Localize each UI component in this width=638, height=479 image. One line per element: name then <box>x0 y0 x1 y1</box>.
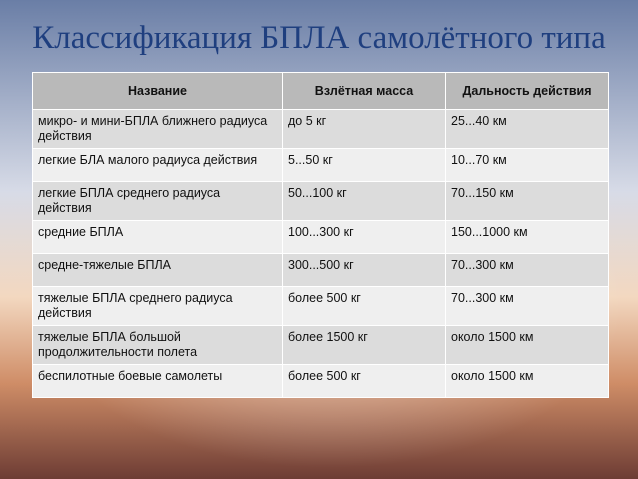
cell-mass: 100...300 кг <box>283 221 446 254</box>
table-row <box>33 254 609 287</box>
cell-mass: 300...500 кг <box>283 254 446 287</box>
cell-range: около 1500 км <box>446 365 609 398</box>
cell-mass: 5...50 кг <box>283 149 446 182</box>
uav-classification-table <box>32 72 609 398</box>
cell-name: тяжелые БПЛА среднего радиуса действия <box>33 287 283 326</box>
cell-range: 70...300 км <box>446 287 609 326</box>
cell-name: тяжелые БПЛА большой продолжительности полета <box>33 326 283 365</box>
table-row <box>33 365 609 398</box>
slide-title: Классификация БПЛА самолётного типа <box>32 20 606 56</box>
cell-range: 25...40 км <box>446 110 609 149</box>
cell-mass: более 500 кг <box>283 365 446 398</box>
table-row <box>33 287 609 326</box>
cell-name: средние БПЛА <box>33 221 283 254</box>
cell-mass: 50...100 кг <box>283 182 446 221</box>
cell-name: средне-тяжелые БПЛА <box>33 254 283 287</box>
header-name: Название <box>33 73 283 110</box>
cell-range: около 1500 км <box>446 326 609 365</box>
cell-mass: более 500 кг <box>283 287 446 326</box>
cell-range: 70...300 км <box>446 254 609 287</box>
cell-name: микро- и мини-БПЛА ближнего радиуса действия <box>33 110 283 149</box>
table-header-row <box>33 73 609 110</box>
cell-mass: до 5 кг <box>283 110 446 149</box>
table-row <box>33 110 609 149</box>
cell-range: 150...1000 км <box>446 221 609 254</box>
header-range: Дальность действия <box>446 73 609 110</box>
header-takeoff-mass: Взлётная масса <box>283 73 446 110</box>
cell-range: 70...150 км <box>446 182 609 221</box>
cell-range: 10...70 км <box>446 149 609 182</box>
table-row <box>33 182 609 221</box>
cell-mass: более 1500 кг <box>283 326 446 365</box>
cell-name: легкие БПЛА среднего радиуса действия <box>33 182 283 221</box>
cell-name: беспилотные боевые самолеты <box>33 365 283 398</box>
table-row <box>33 149 609 182</box>
table-row <box>33 221 609 254</box>
cell-name: легкие БЛА малого радиуса действия <box>33 149 283 182</box>
table-row <box>33 326 609 365</box>
